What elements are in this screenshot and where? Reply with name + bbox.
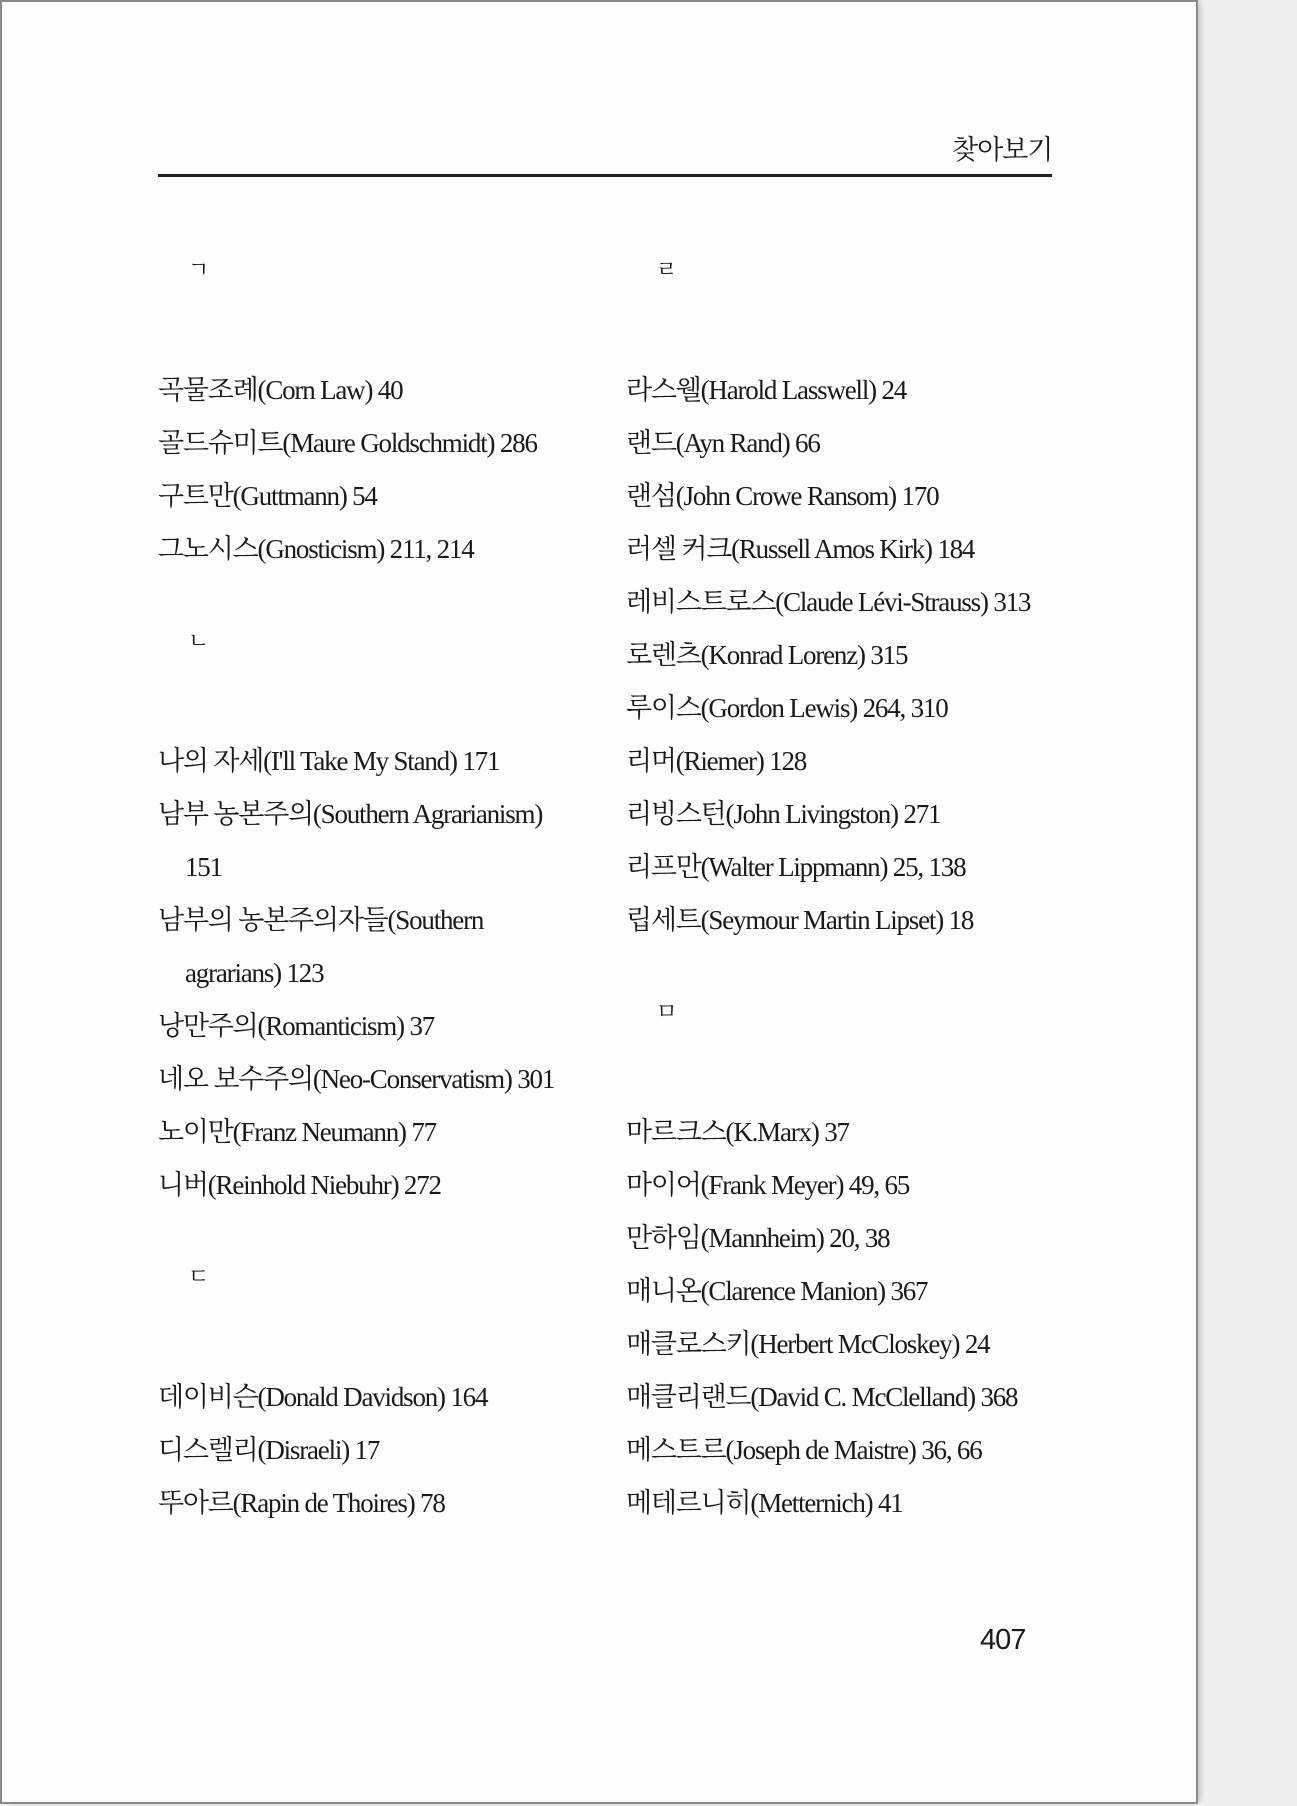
running-head: 찾아보기: [952, 135, 1053, 166]
index-entry: 네오 보수주의(Neo-Conservatism) 301: [158, 1064, 555, 1094]
index-entry: 메테르니히(Metternich) 41: [626, 1488, 903, 1518]
index-entry: 니버(Reinhold Niebuhr) 272: [158, 1170, 441, 1200]
spacer: [158, 682, 628, 735]
index-entry: 매니온(Clarence Manion) 367: [626, 1276, 928, 1306]
index-column-right: [626, 258, 1096, 1530]
index-entry: 구트만(Guttmann) 54: [158, 481, 377, 511]
index-entry: 남부의 농본주의자들(Southern: [158, 905, 484, 935]
index-entry: 노이만(Franz Neumann) 77: [158, 1117, 436, 1147]
section-letter: ㄷ: [188, 1265, 210, 1290]
index-entry: 루이스(Gordon Lewis) 264, 310: [626, 693, 948, 723]
index-entry: 뚜아르(Rapin de Thoires) 78: [158, 1488, 445, 1518]
section-letter: ㄱ: [188, 258, 210, 283]
index-entry: 라스웰(Harold Lasswell) 24: [626, 375, 907, 405]
index-entry: 립세트(Seymour Martin Lipset) 18: [626, 905, 974, 935]
page-number: 407: [980, 1624, 1026, 1656]
header-rule: [158, 174, 1052, 177]
index-entry: 랜섬(John Crowe Ransom) 170: [626, 481, 939, 511]
index-entry: 랜드(Ayn Rand) 66: [626, 428, 820, 458]
index-column-left: [158, 258, 628, 1530]
index-entry: 리프만(Walter Lippmann) 25, 138: [626, 852, 966, 882]
index-entry: 로렌츠(Konrad Lorenz) 315: [626, 640, 908, 670]
index-entry: 마이어(Frank Meyer) 49, 65: [626, 1170, 910, 1200]
index-entry: 그노시스(Gnosticism) 211, 214: [158, 534, 474, 564]
index-entry: 디스렐리(Disraeli) 17: [158, 1435, 380, 1465]
spacer: [158, 576, 628, 629]
index-entry: 메스트르(Joseph de Maistre) 36, 66: [626, 1435, 982, 1465]
index-entry: 매클리랜드(David C. McClelland) 368: [626, 1382, 1018, 1412]
spacer: [626, 947, 1096, 1000]
index-entry: 레비스트로스(Claude Lévi-Strauss) 313: [626, 587, 1031, 617]
index-entry: 매클로스키(Herbert McCloskey) 24: [626, 1329, 990, 1359]
index-entry: 마르크스(K.Marx) 37: [626, 1117, 849, 1147]
section-letter: ㅁ: [656, 1000, 678, 1025]
index-entry: 러셀 커크(Russell Amos Kirk) 184: [626, 534, 975, 564]
index-entry-continuation: agrarians) 123: [185, 958, 324, 988]
spacer: [158, 1318, 628, 1371]
index-entry-continuation: 151: [185, 852, 222, 882]
viewer-gutter: [1204, 0, 1297, 1806]
section-letter: ㄹ: [656, 258, 678, 283]
index-entry: 낭만주의(Romanticism) 37: [158, 1011, 435, 1041]
spacer: [158, 311, 628, 364]
index-entry: 나의 자세(I'll Take My Stand) 171: [158, 746, 500, 776]
spacer: [626, 1053, 1096, 1106]
index-entry: 리머(Riemer) 128: [626, 746, 807, 776]
section-letter: ㄴ: [188, 629, 210, 654]
index-entry: 남부 농본주의(Southern Agrarianism): [158, 799, 543, 829]
index-entry: 리빙스턴(John Livingston) 271: [626, 799, 941, 829]
index-entry: 데이비슨(Donald Davidson) 164: [158, 1382, 488, 1412]
index-entry: 곡물조례(Corn Law) 40: [158, 375, 403, 405]
index-entry: 만하임(Mannheim) 20, 38: [626, 1223, 890, 1253]
spacer: [626, 311, 1096, 364]
spacer: [158, 1212, 628, 1265]
index-entry: 골드슈미트(Maure Goldschmidt) 286: [158, 428, 537, 458]
